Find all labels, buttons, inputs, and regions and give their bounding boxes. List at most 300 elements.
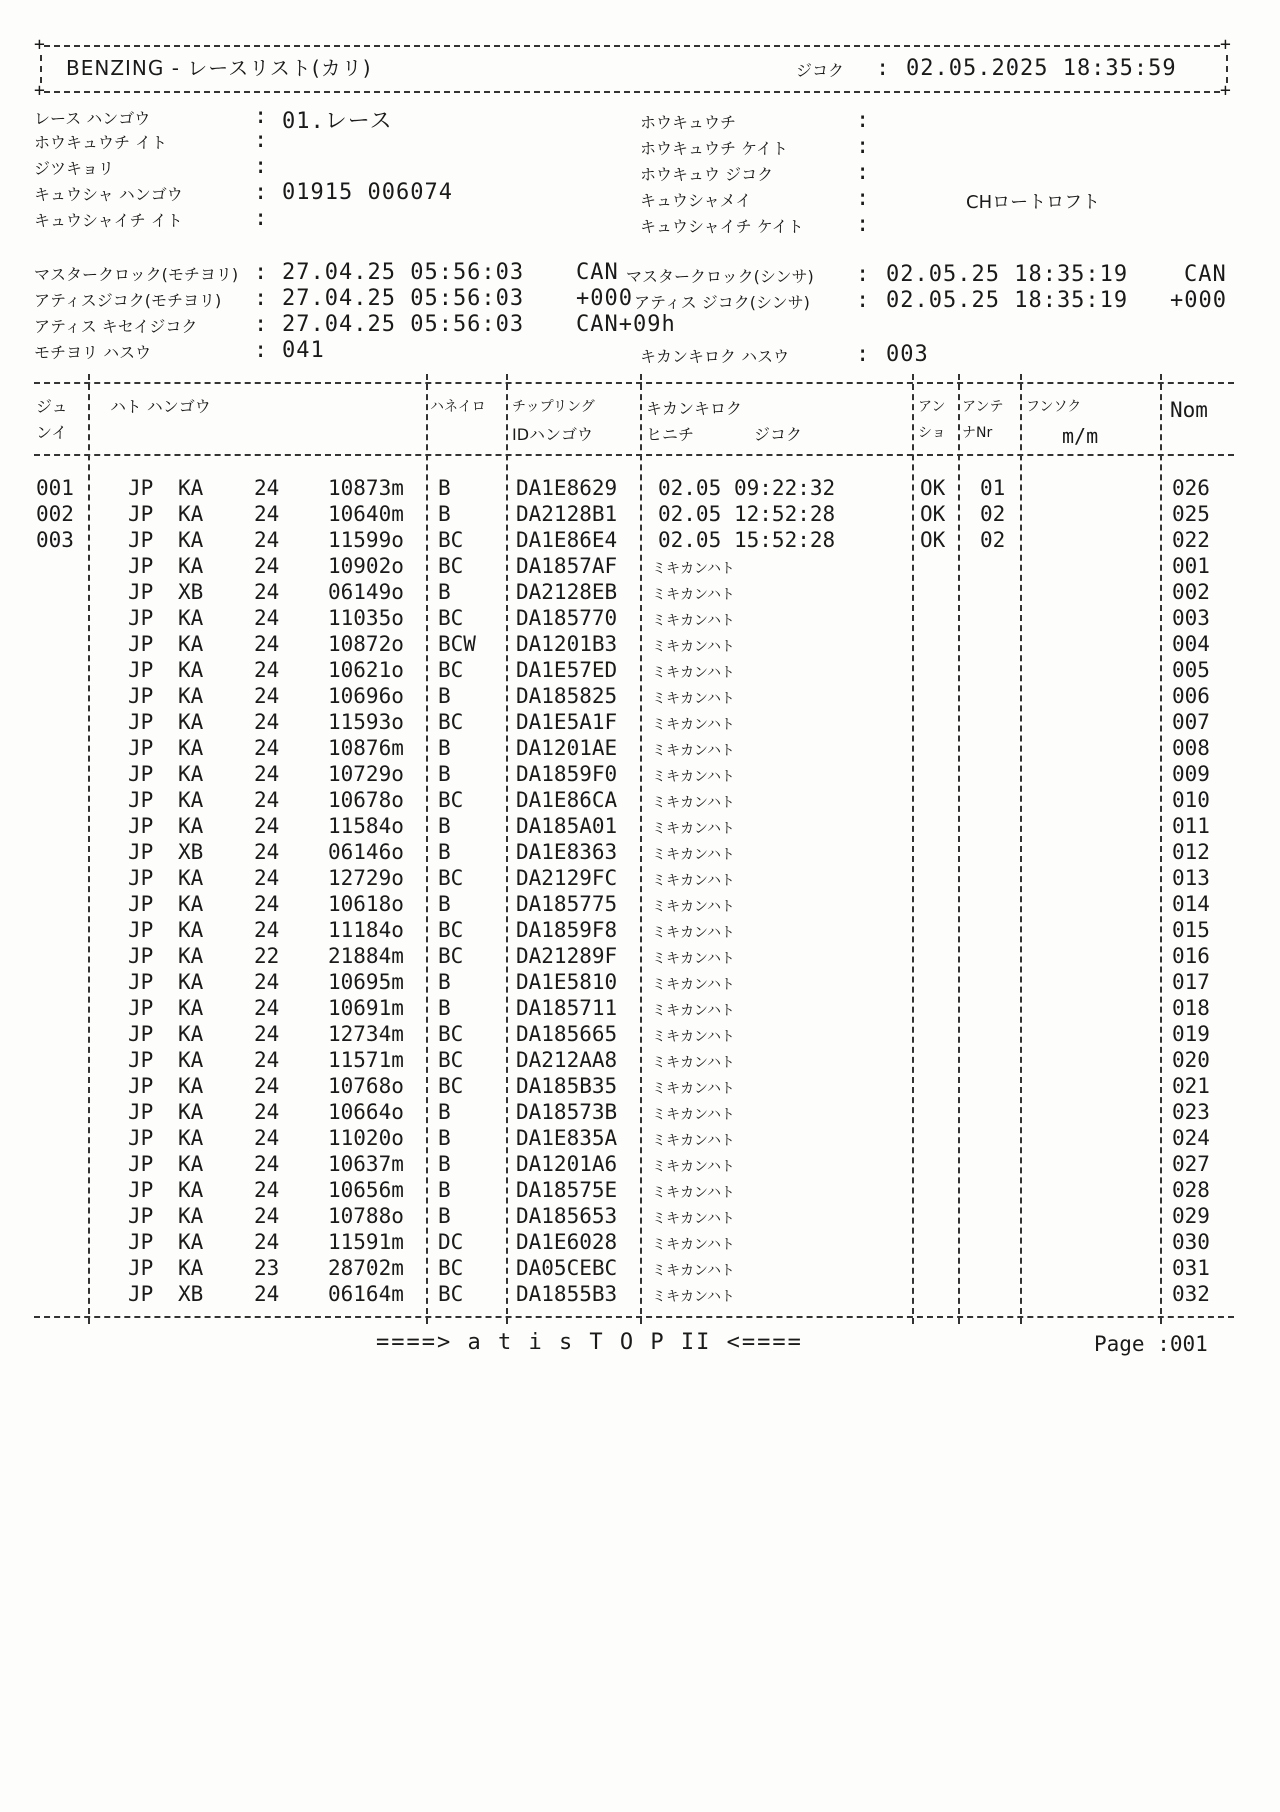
cell-ring-no: 11584o bbox=[328, 814, 404, 838]
clock-colon: : bbox=[254, 286, 269, 311]
cell-chip-id: DA1E8363 bbox=[516, 840, 618, 864]
cell-status: ミキカンハト bbox=[652, 1107, 735, 1123]
cell-color: BC bbox=[438, 918, 464, 942]
table-row bbox=[0, 528, 1280, 554]
header-top-rule bbox=[44, 45, 1220, 47]
header-corner-bl: + bbox=[34, 80, 45, 101]
cell-nom: 030 bbox=[1172, 1230, 1210, 1254]
table-row bbox=[0, 840, 1280, 866]
table-bottom-rule bbox=[34, 1316, 1234, 1318]
cell-chip-id: DA21289F bbox=[516, 944, 618, 968]
header-bottom-rule bbox=[44, 91, 1220, 93]
cell-country: JP bbox=[128, 1282, 154, 1306]
cell-chip-id: DA185665 bbox=[516, 1022, 618, 1046]
cell-ring-no: 10768o bbox=[328, 1074, 404, 1098]
cell-status: ミキカンハト bbox=[652, 1289, 735, 1305]
cell-nom: 017 bbox=[1172, 970, 1210, 994]
table-row bbox=[0, 944, 1280, 970]
table-row bbox=[0, 1074, 1280, 1100]
cell-year: 24 bbox=[254, 1022, 280, 1046]
cell-color: BC bbox=[438, 658, 464, 682]
cell-status: ミキカンハト bbox=[652, 925, 735, 941]
cell-loft-code: KA bbox=[178, 1178, 204, 1202]
cell-status: ミキカンハト bbox=[652, 1237, 735, 1253]
header-rank-2: ンイ bbox=[36, 423, 68, 442]
cell-country: JP bbox=[128, 684, 154, 708]
info-label-release-time: ホウキュウ ジコク bbox=[640, 165, 774, 184]
cell-ring-no: 12734m bbox=[328, 1022, 404, 1046]
cell-status: ミキカンハト bbox=[652, 769, 735, 785]
table-row bbox=[0, 476, 1280, 502]
clock-colon: : bbox=[254, 338, 269, 363]
cell-status: ミキカンハト bbox=[652, 691, 735, 707]
print-time-value: 02.05.2025 18:35:59 bbox=[906, 56, 1177, 81]
cell-color: B bbox=[438, 840, 451, 864]
table-row bbox=[0, 788, 1280, 814]
cell-loft-code: KA bbox=[178, 632, 204, 656]
table-row bbox=[0, 996, 1280, 1022]
cell-arrival-time: 12:52:28 bbox=[734, 502, 836, 526]
cell-color: BC bbox=[438, 710, 464, 734]
cell-loft-code: KA bbox=[178, 684, 204, 708]
cell-chip-id: DA1E86E4 bbox=[516, 528, 618, 552]
cell-country: JP bbox=[128, 1204, 154, 1228]
cell-color: BC bbox=[438, 788, 464, 812]
cell-year: 24 bbox=[254, 1230, 280, 1254]
info-label-loft-no: キュウシャ ハンゴウ bbox=[34, 185, 183, 204]
cell-nom: 026 bbox=[1172, 476, 1210, 500]
cell-ring-no: 11571m bbox=[328, 1048, 404, 1072]
cell-nom: 011 bbox=[1172, 814, 1210, 838]
clock-colon: : bbox=[856, 262, 871, 287]
table-row bbox=[0, 1282, 1280, 1308]
header-nom: Nom bbox=[1170, 398, 1208, 422]
cell-country: JP bbox=[128, 1178, 154, 1202]
cell-loft-code: KA bbox=[178, 918, 204, 942]
header-arrival: キカンキロク bbox=[646, 399, 743, 418]
cell-loft-code: KA bbox=[178, 1022, 204, 1046]
cell-antenna: OK bbox=[920, 476, 946, 500]
cell-nom: 008 bbox=[1172, 736, 1210, 760]
cell-chip-id: DA1E86CA bbox=[516, 788, 618, 812]
cell-nom: 029 bbox=[1172, 1204, 1210, 1228]
cell-ring-no: 10621o bbox=[328, 658, 404, 682]
cell-year: 24 bbox=[254, 788, 280, 812]
cell-year: 24 bbox=[254, 528, 280, 552]
cell-ring-no: 10640m bbox=[328, 502, 404, 526]
cell-color: B bbox=[438, 892, 451, 916]
report-title-text: BENZING - レースリスト(カリ) bbox=[66, 56, 372, 80]
cell-loft-code: XB bbox=[178, 580, 204, 604]
cell-ring-no: 10902o bbox=[328, 554, 404, 578]
header-corner-br: + bbox=[1220, 80, 1231, 101]
cell-loft-code: KA bbox=[178, 502, 204, 526]
cell-year: 24 bbox=[254, 814, 280, 838]
cell-ring-no: 10788o bbox=[328, 1204, 404, 1228]
cell-nom: 025 bbox=[1172, 502, 1210, 526]
cell-ring-no: 06164m bbox=[328, 1282, 404, 1306]
cell-year: 24 bbox=[254, 1126, 280, 1150]
header-date: ヒニチ bbox=[646, 425, 695, 444]
cell-loft-code: KA bbox=[178, 1256, 204, 1280]
cell-chip-id: DA2128EB bbox=[516, 580, 618, 604]
cell-year: 24 bbox=[254, 866, 280, 890]
cell-nom: 001 bbox=[1172, 554, 1210, 578]
cell-antenna-nr: 01 bbox=[980, 476, 1006, 500]
cell-country: JP bbox=[128, 736, 154, 760]
header-chip-1: チップリング bbox=[512, 399, 595, 415]
cell-country: JP bbox=[128, 1152, 154, 1176]
cell-year: 24 bbox=[254, 632, 280, 656]
cell-chip-id: DA1E835A bbox=[516, 1126, 618, 1150]
cell-ring-no: 10729o bbox=[328, 762, 404, 786]
atis-ki-label: アティス キセイジコク bbox=[34, 317, 198, 336]
cell-chip-id: DA185B35 bbox=[516, 1074, 618, 1098]
cell-year: 24 bbox=[254, 684, 280, 708]
cell-year: 24 bbox=[254, 1152, 280, 1176]
cell-country: JP bbox=[128, 1230, 154, 1254]
cell-country: JP bbox=[128, 762, 154, 786]
cell-year: 24 bbox=[254, 1178, 280, 1202]
cell-ring-no: 10618o bbox=[328, 892, 404, 916]
cell-chip-id: DA185775 bbox=[516, 892, 618, 916]
cell-country: JP bbox=[128, 970, 154, 994]
cell-status: ミキカンハト bbox=[652, 1029, 735, 1045]
cell-year: 24 bbox=[254, 918, 280, 942]
cell-year: 24 bbox=[254, 710, 280, 734]
header-speed-1: フンソク bbox=[1026, 399, 1082, 415]
info-colon: : bbox=[856, 160, 871, 185]
cell-country: JP bbox=[128, 528, 154, 552]
table-row bbox=[0, 736, 1280, 762]
cell-country: JP bbox=[128, 944, 154, 968]
cell-loft-code: KA bbox=[178, 476, 204, 500]
cell-chip-id: DA2129FC bbox=[516, 866, 618, 890]
cell-status: ミキカンハト bbox=[652, 795, 735, 811]
return-count-value: 003 bbox=[886, 342, 929, 367]
cell-color: BC bbox=[438, 1048, 464, 1072]
cell-status: ミキカンハト bbox=[652, 613, 735, 629]
cell-color: B bbox=[438, 684, 451, 708]
clock-colon: : bbox=[856, 342, 871, 367]
cell-nom: 028 bbox=[1172, 1178, 1210, 1202]
cell-year: 24 bbox=[254, 580, 280, 604]
cell-country: JP bbox=[128, 918, 154, 942]
table-row bbox=[0, 918, 1280, 944]
cell-nom: 032 bbox=[1172, 1282, 1210, 1306]
cell-country: JP bbox=[128, 788, 154, 812]
cell-chip-id: DA212AA8 bbox=[516, 1048, 618, 1072]
table-row bbox=[0, 1100, 1280, 1126]
cell-status: ミキカンハト bbox=[652, 951, 735, 967]
cell-ring-no: 11599o bbox=[328, 528, 404, 552]
table-row bbox=[0, 814, 1280, 840]
cell-color: B bbox=[438, 996, 451, 1020]
cell-color: BC bbox=[438, 1074, 464, 1098]
cell-status: ミキカンハト bbox=[652, 821, 735, 837]
cell-country: JP bbox=[128, 1126, 154, 1150]
table-row bbox=[0, 1178, 1280, 1204]
cell-ring-no: 11591m bbox=[328, 1230, 404, 1254]
cell-status: ミキカンハト bbox=[652, 1003, 735, 1019]
table-row bbox=[0, 632, 1280, 658]
header-color: ハネイロ bbox=[430, 399, 486, 415]
cell-rank: 001 bbox=[36, 476, 74, 500]
cell-year: 24 bbox=[254, 762, 280, 786]
cell-ring-no: 11184o bbox=[328, 918, 404, 942]
cell-chip-id: DA18575E bbox=[516, 1178, 618, 1202]
atis-sensor-suffix: +000 bbox=[1170, 288, 1227, 313]
cell-color: BC bbox=[438, 554, 464, 578]
cell-status: ミキカンハト bbox=[652, 1133, 735, 1149]
info-label-race-no: レース ハンゴウ bbox=[34, 109, 151, 128]
cell-chip-id: DA1201B3 bbox=[516, 632, 618, 656]
info-label-loft-lat: キュウシャイチ イト bbox=[34, 211, 183, 230]
cell-country: JP bbox=[128, 658, 154, 682]
cell-country: JP bbox=[128, 606, 154, 630]
cell-chip-id: DA18573B bbox=[516, 1100, 618, 1124]
cell-loft-code: KA bbox=[178, 1230, 204, 1254]
cell-rank: 003 bbox=[36, 528, 74, 552]
master-sensor-value: 02.05.25 18:35:19 bbox=[886, 262, 1129, 287]
cell-nom: 004 bbox=[1172, 632, 1210, 656]
page-number: Page :001 bbox=[1094, 1332, 1208, 1356]
cell-country: JP bbox=[128, 814, 154, 838]
cell-color: B bbox=[438, 1152, 451, 1176]
cell-nom: 019 bbox=[1172, 1022, 1210, 1046]
cell-country: JP bbox=[128, 502, 154, 526]
info-colon: : bbox=[254, 128, 269, 153]
cell-status: ミキカンハト bbox=[652, 1185, 735, 1201]
cell-color: B bbox=[438, 1126, 451, 1150]
cell-loft-code: KA bbox=[178, 658, 204, 682]
cell-color: B bbox=[438, 502, 451, 526]
cell-year: 24 bbox=[254, 996, 280, 1020]
header-corner-tr: + bbox=[1220, 34, 1231, 55]
cell-nom: 006 bbox=[1172, 684, 1210, 708]
report-title bbox=[66, 52, 372, 81]
cell-color: BC bbox=[438, 1022, 464, 1046]
cell-chip-id: DA05CEBC bbox=[516, 1256, 618, 1280]
cell-color: B bbox=[438, 1204, 451, 1228]
cell-nom: 023 bbox=[1172, 1100, 1210, 1124]
header-time: ジコク bbox=[754, 425, 803, 444]
cell-year: 24 bbox=[254, 606, 280, 630]
cell-status: ミキカンハト bbox=[652, 639, 735, 655]
cell-year: 24 bbox=[254, 1048, 280, 1072]
cell-ring-no: 10678o bbox=[328, 788, 404, 812]
table-row bbox=[0, 892, 1280, 918]
cell-chip-id: DA1E57ED bbox=[516, 658, 618, 682]
table-row bbox=[0, 970, 1280, 996]
basket-count-label: モチヨリ ハスウ bbox=[34, 343, 152, 362]
cell-year: 24 bbox=[254, 1282, 280, 1306]
atis-ki-value: 27.04.25 05:56:03 bbox=[282, 312, 525, 337]
cell-ring-no: 11020o bbox=[328, 1126, 404, 1150]
cell-loft-code: KA bbox=[178, 606, 204, 630]
cell-nom: 015 bbox=[1172, 918, 1210, 942]
cell-color: BCW bbox=[438, 632, 476, 656]
cell-nom: 016 bbox=[1172, 944, 1210, 968]
cell-loft-code: KA bbox=[178, 866, 204, 890]
cell-chip-id: DA185653 bbox=[516, 1204, 618, 1228]
table-top-rule bbox=[34, 382, 1234, 384]
cell-nom: 003 bbox=[1172, 606, 1210, 630]
cell-loft-code: KA bbox=[178, 814, 204, 838]
cell-nom: 007 bbox=[1172, 710, 1210, 734]
cell-arrival-date: 02.05 bbox=[658, 528, 722, 552]
cell-loft-code: KA bbox=[178, 892, 204, 916]
header-antenna-2: ショ bbox=[918, 425, 946, 441]
cell-loft-code: KA bbox=[178, 736, 204, 760]
cell-loft-code: XB bbox=[178, 1282, 204, 1306]
cell-chip-id: DA1E5810 bbox=[516, 970, 618, 994]
cell-chip-id: DA1857AF bbox=[516, 554, 618, 578]
cell-ring-no: 06146o bbox=[328, 840, 404, 864]
footer-banner: ====> a t i s T O P II <==== bbox=[376, 1330, 803, 1355]
header-antenna-1: アン bbox=[918, 399, 946, 415]
table-row bbox=[0, 502, 1280, 528]
cell-color: B bbox=[438, 580, 451, 604]
cell-ring-no: 10695m bbox=[328, 970, 404, 994]
cell-country: JP bbox=[128, 476, 154, 500]
cell-nom: 009 bbox=[1172, 762, 1210, 786]
basket-count-value: 041 bbox=[282, 338, 325, 363]
cell-ring-no: 21884m bbox=[328, 944, 404, 968]
info-label-distance: ジツキョリ bbox=[34, 159, 115, 178]
cell-status: ミキカンハト bbox=[652, 743, 735, 759]
cell-country: JP bbox=[128, 866, 154, 890]
cell-color: BC bbox=[438, 528, 464, 552]
cell-country: JP bbox=[128, 840, 154, 864]
cell-color: BC bbox=[438, 944, 464, 968]
header-chip-2: IDハンゴウ bbox=[512, 425, 594, 444]
header-rank-1: ジュ bbox=[36, 397, 68, 416]
cell-loft-code: KA bbox=[178, 970, 204, 994]
info-value-race-no: 01.レース bbox=[282, 109, 393, 134]
header-ring: ハト ハンゴウ bbox=[110, 397, 211, 416]
cell-country: JP bbox=[128, 1074, 154, 1098]
cell-status: ミキカンハト bbox=[652, 1263, 735, 1279]
cell-year: 24 bbox=[254, 502, 280, 526]
cell-year: 24 bbox=[254, 1204, 280, 1228]
cell-antenna: OK bbox=[920, 502, 946, 526]
cell-chip-id: DA185825 bbox=[516, 684, 618, 708]
table-row bbox=[0, 1126, 1280, 1152]
info-colon: : bbox=[856, 186, 871, 211]
cell-status: ミキカンハト bbox=[652, 847, 735, 863]
cell-status: ミキカンハト bbox=[652, 665, 735, 681]
cell-nom: 005 bbox=[1172, 658, 1210, 682]
cell-country: JP bbox=[128, 1022, 154, 1046]
cell-chip-id: DA1E5A1F bbox=[516, 710, 618, 734]
cell-loft-code: XB bbox=[178, 840, 204, 864]
cell-loft-code: KA bbox=[178, 554, 204, 578]
cell-antenna-nr: 02 bbox=[980, 502, 1006, 526]
cell-chip-id: DA1E6028 bbox=[516, 1230, 618, 1254]
cell-ring-no: 10656m bbox=[328, 1178, 404, 1202]
cell-chip-id: DA1855B3 bbox=[516, 1282, 618, 1306]
cell-country: JP bbox=[128, 1048, 154, 1072]
cell-chip-id: DA185A01 bbox=[516, 814, 618, 838]
table-row bbox=[0, 1152, 1280, 1178]
cell-loft-code: KA bbox=[178, 944, 204, 968]
cell-year: 24 bbox=[254, 1100, 280, 1124]
info-label-release-lat: ホウキュウチ イト bbox=[34, 133, 168, 152]
info-label-release-site: ホウキュウチ bbox=[640, 113, 737, 132]
cell-nom: 018 bbox=[1172, 996, 1210, 1020]
header-right-rule bbox=[1226, 55, 1228, 83]
atis-time-value: 27.04.25 05:56:03 bbox=[282, 286, 525, 311]
cell-chip-id: DA1E8629 bbox=[516, 476, 618, 500]
table-row bbox=[0, 658, 1280, 684]
info-colon: : bbox=[254, 180, 269, 205]
table-row bbox=[0, 710, 1280, 736]
info-colon: : bbox=[856, 108, 871, 133]
cell-ring-no: 10696o bbox=[328, 684, 404, 708]
table-row bbox=[0, 1048, 1280, 1074]
info-colon: : bbox=[856, 212, 871, 237]
cell-color: B bbox=[438, 1178, 451, 1202]
info-value-loft-name: CHロートロフト bbox=[966, 192, 1101, 213]
cell-loft-code: KA bbox=[178, 788, 204, 812]
header-left-rule bbox=[40, 55, 42, 83]
cell-color: B bbox=[438, 736, 451, 760]
cell-loft-code: KA bbox=[178, 996, 204, 1020]
atis-sensor-label: アティス ジコク(シンサ) bbox=[634, 293, 810, 312]
cell-country: JP bbox=[128, 1100, 154, 1124]
cell-color: BC bbox=[438, 1282, 464, 1306]
cell-loft-code: KA bbox=[178, 1048, 204, 1072]
cell-color: BC bbox=[438, 866, 464, 890]
master-clock-value: 27.04.25 05:56:03 bbox=[282, 260, 525, 285]
cell-nom: 024 bbox=[1172, 1126, 1210, 1150]
info-colon: : bbox=[254, 104, 269, 129]
cell-status: ミキカンハト bbox=[652, 1211, 735, 1227]
cell-status: ミキカンハト bbox=[652, 1081, 735, 1097]
cell-country: JP bbox=[128, 996, 154, 1020]
header-corner-tl: + bbox=[34, 34, 45, 55]
table-row bbox=[0, 580, 1280, 606]
cell-nom: 002 bbox=[1172, 580, 1210, 604]
cell-ring-no: 10664o bbox=[328, 1100, 404, 1124]
cell-year: 24 bbox=[254, 554, 280, 578]
table-row bbox=[0, 1230, 1280, 1256]
header-antnr-1: アンテ bbox=[962, 399, 1004, 415]
atis-ki-suffix: CAN+09h bbox=[576, 312, 676, 337]
cell-arrival-date: 02.05 bbox=[658, 476, 722, 500]
cell-chip-id: DA1859F0 bbox=[516, 762, 618, 786]
cell-country: JP bbox=[128, 892, 154, 916]
cell-ring-no: 10873m bbox=[328, 476, 404, 500]
cell-year: 24 bbox=[254, 658, 280, 682]
cell-nom: 012 bbox=[1172, 840, 1210, 864]
print-time-label: ジコク bbox=[796, 61, 845, 80]
cell-nom: 027 bbox=[1172, 1152, 1210, 1176]
info-colon: : bbox=[856, 134, 871, 159]
table-row bbox=[0, 1256, 1280, 1282]
cell-country: JP bbox=[128, 632, 154, 656]
return-count-label: キカンキロク ハスウ bbox=[640, 347, 790, 366]
cell-ring-no: 06149o bbox=[328, 580, 404, 604]
table-header-rule bbox=[34, 454, 1234, 456]
cell-year: 24 bbox=[254, 476, 280, 500]
cell-chip-id: DA1201AE bbox=[516, 736, 618, 760]
master-clock-label: マスタークロック(モチヨリ) bbox=[34, 265, 239, 284]
cell-chip-id: DA185770 bbox=[516, 606, 618, 630]
atis-time-label: アティスジコク(モチヨリ) bbox=[34, 291, 222, 310]
cell-ring-no: 12729o bbox=[328, 866, 404, 890]
